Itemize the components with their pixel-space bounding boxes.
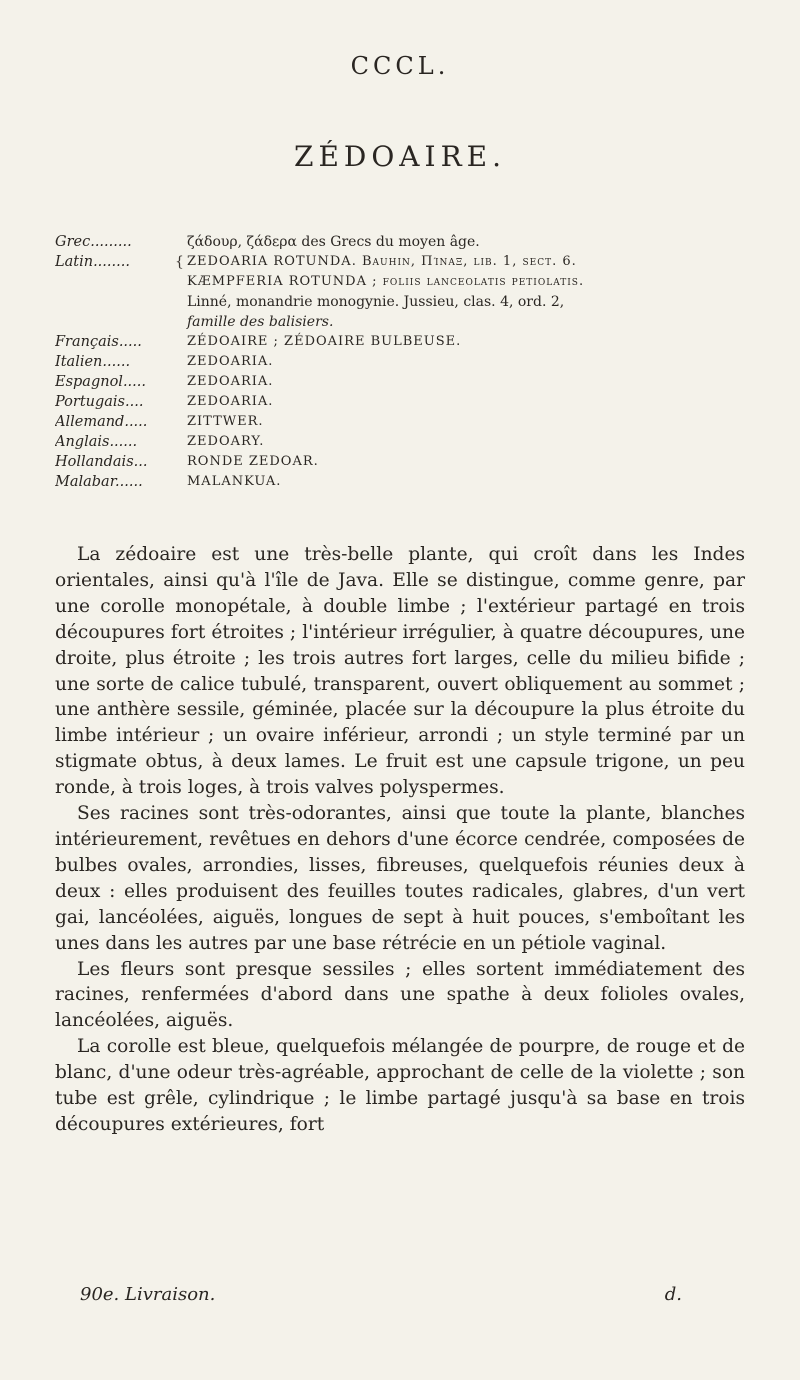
body-text	[55, 542, 745, 1138]
paragraph: Les fleurs sont presque sessiles ; elles sortent immédiatement des racines, renfermées d'abord dans une spathe à deux folioles ovales, lancéolées, aiguës.	[55, 958, 745, 1032]
brace-icon: {	[175, 254, 184, 270]
name-value: ZEDOARIA.	[187, 354, 274, 369]
paragraph: La zédoaire est une très-belle plante, qui croît dans les Indes orientales, ainsi qu'à l'île de Java. Elle se distingue, comme genre, par une corolle monopétale, à double limbe ; l'extérieur partagé en trois découpures fort étroites ; l'intérieur irrégulier, à quatre découpures, une droite, plus étroite ; les trois autres fort larges, celle du milieu bifide ; une sorte de calice tubulé, transparent, ouvert obliquement au sommet ; une anthère sessile, géminée, placée sur la découpure la plus étroite du limbe intérieur ; un ovaire inférieur, arrondi ; un style terminé par un stigmate obtus, à deux lames. Le fruit est une capsule trigone, un peu ronde, à trois loges, à trois valves polyspermes.	[55, 544, 745, 799]
page-title: ZÉDOAIRE.	[293, 140, 506, 173]
lang-label: Français.....	[55, 334, 142, 350]
lang-label: Portugais....	[55, 394, 144, 410]
lang-label: Italien......	[55, 354, 131, 370]
lang-label: Malabar......	[55, 474, 143, 490]
paragraph: Ses racines sont très-odorantes, ainsi que toute la plante, blanches intérieurement, revêtues en dehors d'une écorce cendrée, composées de bulbes ovales, arrondies, lisses, fibreuses, quelquefois réunies deux à deux : elles produisent des feuilles toutes radicales, glabres, d'un vert gai, lancéolées, aiguës, longues de sept à huit pouces, s'emboîtant les unes dans les autres par une base rétrécie en un pétiole vaginal.	[55, 803, 745, 954]
lang-label: Latin........	[55, 254, 130, 270]
name-row-latin	[55, 252, 745, 332]
plate-number: CCCL.	[350, 52, 450, 80]
name-value: ZEDOARY.	[187, 434, 265, 449]
name-value: ZEDOARIA.	[187, 374, 274, 389]
name-row-italian	[55, 352, 745, 372]
name-value: ZITTWER.	[187, 414, 264, 429]
lang-label: Allemand.....	[55, 414, 148, 430]
name-value: RONDE ZEDOAR.	[187, 454, 319, 469]
name-row-portuguese	[55, 392, 745, 412]
name-value: KÆMPFERIA ROTUNDA ; foliis lanceolatis petiolatis.	[187, 274, 585, 289]
lang-label: Anglais......	[55, 434, 138, 450]
name-value: ZÉDOAIRE ; ZÉDOAIRE BULBEUSE.	[187, 334, 462, 349]
vernacular-names-table	[55, 232, 745, 492]
signature-mark: d.	[664, 1284, 682, 1305]
name-row-french	[55, 332, 745, 352]
lang-label: Hollandais...	[55, 454, 148, 470]
name-row-greek	[55, 232, 745, 252]
name-value: ZEDOARIA ROTUNDA. Bauhin, Πίναξ, lib. 1, sect. 6.	[187, 254, 577, 269]
name-row-german	[55, 412, 745, 432]
name-row-english	[55, 432, 745, 452]
livraison-mark: 90e. Livraison.	[80, 1284, 216, 1305]
lang-label: Grec.........	[55, 234, 132, 250]
name-value: ZEDOARIA.	[187, 394, 274, 409]
name-value: ζάδουρ, ζάδερα des Grecs du moyen âge.	[187, 234, 480, 250]
page-footer	[80, 1284, 720, 1305]
name-value: MALANKUA.	[187, 474, 282, 489]
name-row-spanish	[55, 372, 745, 392]
name-value: famille des balisiers.	[187, 314, 334, 330]
name-row-malabar	[55, 472, 745, 492]
lang-label: Espagnol.....	[55, 374, 146, 390]
name-value: Linné, monandrie monogynie. Jussieu, clas. 4, ord. 2,	[187, 294, 565, 310]
name-row-dutch	[55, 452, 745, 472]
paragraph: La corolle est bleue, quelquefois mélangée de pourpre, de rouge et de blanc, d'une odeur très-agréable, approchant de celle de la violette ; son tube est grêle, cylindrique ; le limbe partagé jusqu'à sa base en trois découpures extérieures, fort	[55, 1036, 745, 1135]
